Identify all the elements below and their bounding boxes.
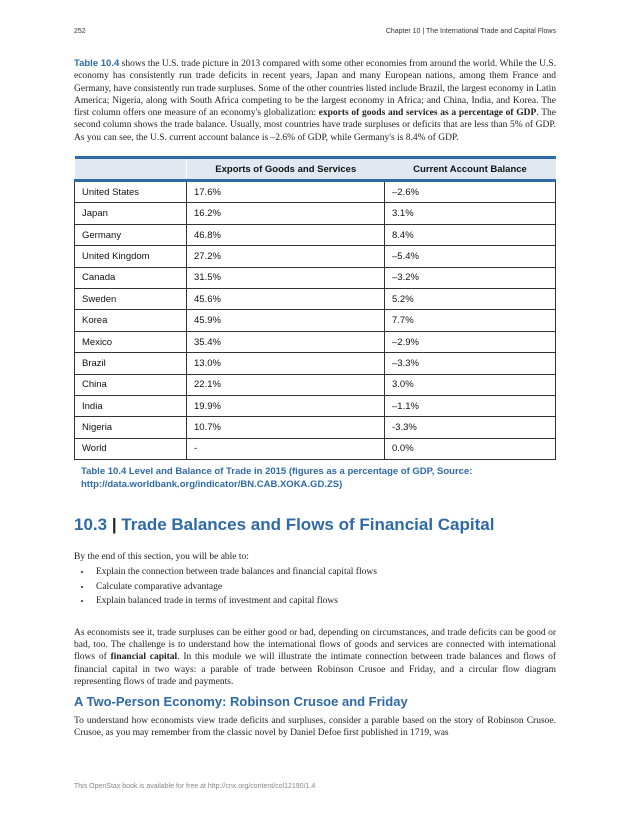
- para2-text-2: . In this module we will illustrate the intimate connection between trade balances and flows of financial capital in two ways: a parable of trade between Robinson Crusoe and Friday, and a circular flow diagram representing flows of trade and payments.: [74, 652, 556, 687]
- table-row: [75, 224, 556, 245]
- cell-exports: 45.9%: [187, 310, 385, 331]
- cell-balance: 3.1%: [385, 203, 556, 224]
- table-header-exports: Exports of Goods and Services: [187, 158, 385, 181]
- objectives-intro: By the end of this section, you will be able to:: [74, 552, 249, 563]
- cell-exports: 13.0%: [187, 353, 385, 374]
- cell-country: Korea: [75, 310, 187, 331]
- page-content: [74, 58, 556, 740]
- table-header-country: [75, 158, 187, 181]
- cell-exports: 22.1%: [187, 374, 385, 395]
- cell-exports: 19.9%: [187, 395, 385, 416]
- cell-country: Germany: [75, 224, 187, 245]
- body-paragraph-3: To understand how economists view trade deficits and surpluses, consider a parable based on the story of Robinson Crusoe. Crusoe, as you may remember from the classic novel by Daniel Defoe first published in 1719, was: [74, 716, 556, 739]
- cell-country: Brazil: [75, 353, 187, 374]
- page-number: 252: [74, 28, 86, 35]
- cell-country: United Kingdom: [75, 246, 187, 267]
- table-row: [75, 310, 556, 331]
- cell-balance: –3.2%: [385, 267, 556, 288]
- cell-country: India: [75, 395, 187, 416]
- cell-exports: -: [187, 438, 385, 459]
- cell-balance: -3.3%: [385, 417, 556, 438]
- cell-balance: 8.4%: [385, 224, 556, 245]
- table-caption: Table 10.4 Level and Balance of Trade in 2015 (figures as a percentage of GDP, Source: http://data.worldbank.org/indicator/BN.CAB.XOKA.GD.ZS): [81, 466, 473, 490]
- cell-exports: 46.8%: [187, 224, 385, 245]
- section-separator: |: [107, 515, 122, 535]
- chapter-running-head: Chapter 10 | The International Trade and Capital Flows: [385, 28, 556, 35]
- trade-table: [74, 156, 556, 460]
- cell-balance: –2.9%: [385, 331, 556, 352]
- table-row: [75, 289, 556, 310]
- cell-exports: 45.6%: [187, 289, 385, 310]
- cell-balance: –2.6%: [385, 181, 556, 203]
- cell-country: United States: [75, 181, 187, 203]
- table-row: [75, 203, 556, 224]
- intro-text-2: . The second column shows the trade balance. Usually, most countries have trade surpluses or deficits that are less than 5% of GDP. As you can see, the U.S. current account balance is –2.6% of GDP, while Germany's is 8.4% of GDP.: [74, 108, 557, 143]
- objective-item: • Calculate comparative advantage: [92, 580, 556, 595]
- cell-country: Sweden: [75, 289, 187, 310]
- cell-balance: 5.2%: [385, 289, 556, 310]
- objective-item: • Explain balanced trade in terms of investment and capital flows: [92, 594, 556, 609]
- key-term-financial-capital: financial capital: [110, 652, 178, 663]
- table-row: [75, 181, 556, 203]
- cell-balance: –1.1%: [385, 395, 556, 416]
- cell-country: China: [75, 374, 187, 395]
- cell-country: Mexico: [75, 331, 187, 352]
- section-heading: [74, 515, 556, 535]
- footer-note: This OpenStax book is available for free at http://cnx.org/content/col12190/1.4: [74, 783, 316, 790]
- table-body: [75, 181, 556, 460]
- table-row: [75, 246, 556, 267]
- cell-exports: 31.5%: [187, 267, 385, 288]
- table-row: [75, 395, 556, 416]
- table-row: [75, 353, 556, 374]
- intro-text-1: shows the U.S. trade picture in 2013 compared with some other economies from around the world. While the U.S. economy has consistently run trade deficits in recent years, Japan and many European nations, among them France and Germany, have consistently run trade surpluses. Some of the other countries listed include Brazil, the largest economy in Latin America; Nigeria, along with South Africa competing to be the largest economy in Africa; and China, India, and Korea. The first column offers one measure of an economy's globalization:: [74, 59, 556, 119]
- cell-country: Nigeria: [75, 417, 187, 438]
- subheading: A Two-Person Economy: Robinson Crusoe and Friday: [74, 694, 408, 710]
- objectives-list: [74, 565, 556, 609]
- cell-country: Canada: [75, 267, 187, 288]
- table-row: [75, 331, 556, 352]
- cell-exports: 35.4%: [187, 331, 385, 352]
- cell-balance: –3.3%: [385, 353, 556, 374]
- key-term-exports: exports of goods and services as a percentage of GDP: [318, 108, 537, 119]
- table-row: [75, 374, 556, 395]
- intro-paragraph: [74, 58, 556, 144]
- table-row: [75, 438, 556, 459]
- cell-exports: 27.2%: [187, 246, 385, 267]
- table-row: [75, 267, 556, 288]
- cell-balance: 3.0%: [385, 374, 556, 395]
- cell-balance: 7.7%: [385, 310, 556, 331]
- cell-balance: –5.4%: [385, 246, 556, 267]
- table-header-balance: Current Account Balance: [385, 158, 556, 181]
- table-reference-link[interactable]: Table 10.4: [74, 58, 120, 69]
- table-row: [75, 417, 556, 438]
- cell-exports: 17.6%: [187, 181, 385, 203]
- section-title: Trade Balances and Flows of Financial Capital: [121, 515, 495, 535]
- section-number: 10.3: [74, 515, 108, 535]
- cell-country: World: [75, 438, 187, 459]
- body-paragraph-2: [74, 627, 556, 688]
- cell-exports: 10.7%: [187, 417, 385, 438]
- cell-balance: 0.0%: [385, 438, 556, 459]
- cell-country: Japan: [75, 203, 187, 224]
- objective-item: • Explain the connection between trade balances and financial capital flows: [92, 565, 556, 580]
- table-header-row: [75, 158, 556, 181]
- cell-exports: 16.2%: [187, 203, 385, 224]
- para2-text-1: As economists see it, trade surpluses can be either good or bad, depending on circumstances, and trade deficits can be good or bad, too. The challenge is to understand how the international flows of goods and services are connected with international flows of: [74, 627, 556, 663]
